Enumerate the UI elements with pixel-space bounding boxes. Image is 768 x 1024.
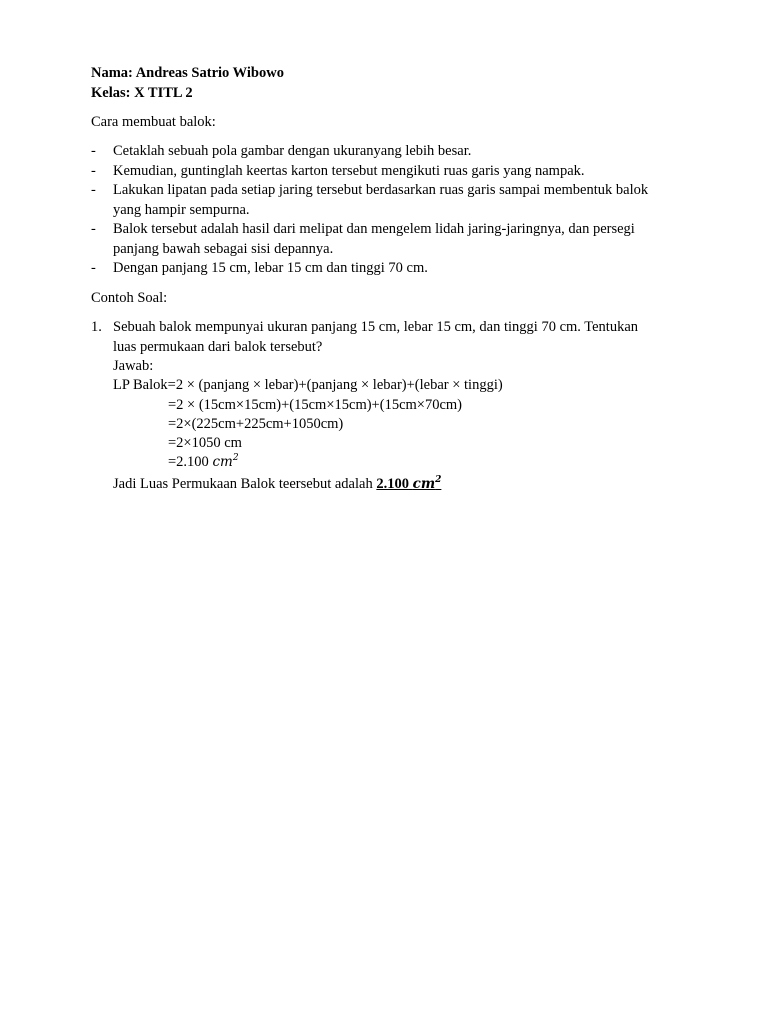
conclusion-unit-power: 2 [435, 475, 442, 485]
conclusion-unit: cm [412, 476, 436, 492]
calc-step-value: =2.100 [168, 454, 209, 470]
section-heading-cara: Cara membuat balok: [91, 114, 216, 130]
calc-step-final [168, 453, 239, 472]
section-heading-contoh-soal: Contoh Soal: [91, 290, 168, 306]
bullet-marker: - [91, 221, 96, 237]
question-number: 1. [91, 319, 102, 335]
question-text: Sebuah balok mempunyai ukuran panjang 15 cm, lebar 15 cm, dan tinggi 70 cm. Tentukan [113, 319, 639, 335]
student-class: Kelas: X TITL 2 [91, 85, 193, 101]
bullet-text: Dengan panjang 15 cm, lebar 15 cm dan tinggi 70 cm. [113, 260, 428, 276]
bullet-marker: - [91, 182, 96, 198]
bullet-marker: - [91, 163, 96, 179]
conclusion-answer [376, 476, 441, 492]
conclusion-text: Jadi Luas Permukaan Balok teersebut adalah [113, 476, 373, 492]
calc-step: =2×1050 cm [168, 435, 242, 451]
student-name: Nama: Andreas Satrio Wibowo [91, 65, 284, 81]
bullet-text: Lakukan lipatan pada setiap jaring tersebut berdasarkan ruas garis sampai membentuk balok [113, 182, 649, 198]
unit-power: 2 [232, 453, 239, 463]
question-text-continued: luas permukaan dari balok tersebut? [113, 339, 323, 355]
calc-step: =2 × (15cm×15cm)+(15cm×15cm)+(15cm×70cm) [168, 397, 463, 413]
bullet-text-continued: yang hampir sempurna. [113, 202, 250, 218]
bullet-text-continued: panjang bawah sebagai sisi depannya. [113, 241, 334, 257]
bullet-text: Kemudian, guntinglah keertas karton tersebut mengikuti ruas garis yang nampak. [113, 163, 585, 179]
conclusion-value: 2.100 [376, 476, 409, 492]
conclusion-line [113, 475, 441, 494]
unit-text: cm [212, 454, 233, 470]
bullet-marker: - [91, 143, 96, 159]
unit-math [212, 454, 238, 470]
answer-label: Jawab: [113, 358, 154, 374]
formula-line: LP Balok=2 × (panjang × lebar)+(panjang × lebar)+(lebar × tinggi) [113, 377, 503, 393]
conclusion-unit-math [413, 476, 442, 492]
bullet-text: Cetaklah sebuah pola gambar dengan ukuranyang lebih besar. [113, 143, 472, 159]
bullet-marker: - [91, 260, 96, 276]
bullet-text: Balok tersebut adalah hasil dari melipat dan mengelem lidah jaring-jaringnya, dan persegi [113, 221, 635, 237]
calc-step: =2×(225cm+225cm+1050cm) [168, 416, 344, 432]
